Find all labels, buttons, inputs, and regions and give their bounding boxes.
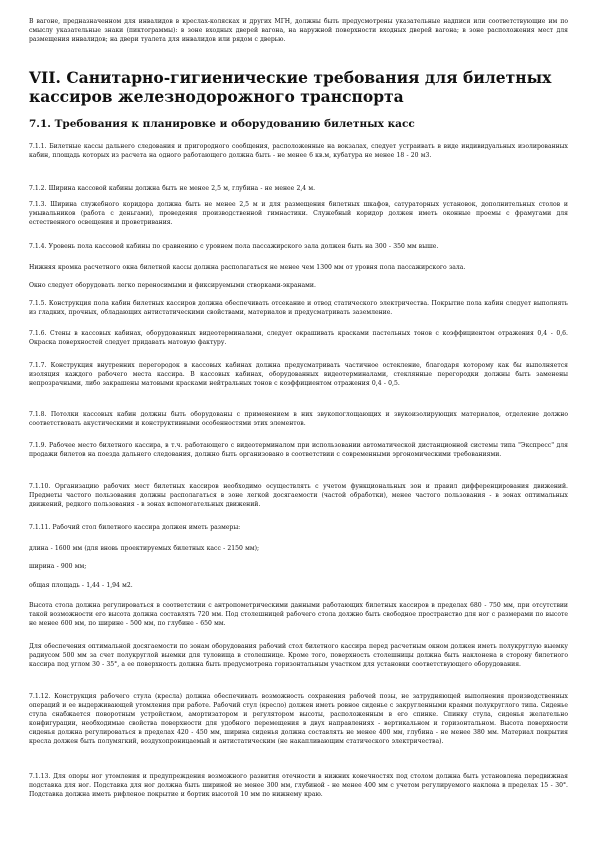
paragraph-7-1-1: 7.1.1. Билетные кассы дальнего следования и пригородного сообщения, расположенные на вокзалах, следует устраивать в виде индивидуальных изолированных кабин, площадь которых из расчета на одного работающего должна быть - не менее 6 кв.м, кубатура не менее 18 - 20 м3. [29,143,568,159]
subsection-title: 7.1. Требования к планировке и оборудованию билетных касс [29,118,415,130]
paragraph-window-screens: Окно следует оборудовать легко переносимыми и фиксируемыми створками-экранами. [29,282,316,289]
paragraph-7-1-12: 7.1.12. Конструкция рабочего стула (кресла) должна обеспечивать возможность сохранения рабочей позы, не затрудняющей выполнения производственных операций и ее выдерживающей утомления при работе. Рабочий стул (кресло) должен иметь ровное сиденье с закругленными краями полукруглого типа. Сиденье стула снабжается поворотным устройством, амортизатором и регулятором высоты, расположенным в его спинке. Спинку стула, сиденья желательно конфигурации, необходимые свойства поверхности для удобного перемещения в двух направлениях - вертикальном и горизонтальном. Высота поверхности сиденья должна регулироваться в пределах 420 - 450 мм, ширина сиденья должна составлять не менее 400 мм, глубина - не менее 380 мм. Материал покрытия кресла должен быть полумягкий, воздухопроницаемый и антистатическим (не накапливающим статического электричества). [29,693,568,745]
paragraph-table-width: ширина - 900 мм; [29,563,87,570]
section-title: VII. Санитарно-гигиенические требования для билетных кассиров железнодорожного транспорта [29,68,552,106]
paragraph-7-1-9: 7.1.9. Рабочее место билетного кассира, в т.ч. работающего с видеотерминалом при использовании автоматической дистанционной системы типа "Экспресс" для продажи билетов на поезда дальнего следования, должно быть организовано в соответствии с современными эргономическими требованиями. [29,442,568,458]
paragraph-7-1-7: 7.1.7. Конструкция внутренних перегородок в кассовых кабинах должна предусматривать частичное остекление, благодаря которому как бы выполняется изоляция каждого рабочего места кассира. В кассовых кабинах, оборудованных видеотерминалами, стеклянные перегородки должны быть заменены непрозрачными, либо закрашены матовыми красками нейтральных тонов с коэффициентом отражения 0,4 - 0,5. [29,362,568,387]
paragraph-7-1-6: 7.1.6. Стены в кассовых кабинах, оборудованных видеотерминалами, следует окрашивать красками пастельных тонов с коэффициентом отражения 0,4 - 0,6. Окраска поверхностей следует придавать матовую фактуру. [29,330,568,346]
paragraph-7-1-11: 7.1.11. Рабочий стол билетного кассира должен иметь размеры: [29,524,241,531]
paragraph-7-1-13: 7.1.13. Для опоры ног утомления и предупреждения возможного развития отечности в нижних конечностях под столом должна быть установлена передвижная подставка для ног. Подставка для ног должна быть шириной не менее 300 мм, глубиной - не менее 400 мм с учетом регулируемого наклона в пределах 15 - 30°. Подставка должна иметь рифленое покрытие и бортик высотой 10 мм по нижнему краю. [29,773,568,798]
paragraph-7-1-4: 7.1.4. Уровень пола кассовой кабины по сравнению с уровнем пола пассажирского зала должен быть на 300 - 350 мм выше. [29,243,439,250]
paragraph-7-1-10: 7.1.10. Организацию рабочих мест билетных кассиров необходимо осуществлять с учетом функциональных зон и правил дифференцирования движений. Предметы частого пользования должны располагаться в зоне легкой досягаемости (частой обработки), менее частого пользования - в зонах оптимальных движений, редкого пользования - в зонах вспомогательных движений. [29,483,568,508]
paragraph-table-area: общая площадь - 1,44 - 1,94 м2. [29,582,133,589]
paragraph-table-recess: Для обеспечения оптимальной досягаемости по зонам оборудования рабочий стол билетного кассира перед расчетным окном должен иметь полукруглую выемку радиусом 500 мм за счет полукруглой выемки для туловища в столешнице. Кроме того, поверхность столешницы должна быть наклонена в сторону билетного кассира под углом 30 - 35°, а ее поверхность должна быть предусмотрена горизонтальным участком для установки соответствующего оборудования. [29,643,568,668]
paragraph-7-1-8: 7.1.8. Потолки кассовых кабин должны быть оборудованы с применением в них звукопоглощающих и звукоизолирующих материалов, отделение должно соответствовать акустическими и конструктивными особенностями этих элементов. [29,411,568,427]
paragraph-7-1-5: 7.1.5. Конструкция пола кабин билетных кассиров должна обеспечивать отсекание и отвод статического электричества. Покрытие пола кабин следует выполнять из гладких, прочных, обладающих антистатическими свойствами, материалов и предусматривать заземление. [29,300,568,316]
intro-paragraph: В вагоне, предназначенном для инвалидов в креслах-колясках и других МГН, должны быть предусмотрены указательные надписи или соответствующие им по смыслу указательные знаки (пиктограммы): в зоне входных дверей вагона, на наружной поверхности входных дверей вагона; в зоне расположения мест для размещения инвалидов; на двери туалета для инвалидов или рядом с дверью. [29,18,568,43]
paragraph-7-1-3: 7.1.3. Ширина служебного коридора должна быть не менее 2,5 м и для размещения билетных шкафов, сатураторных установок, дополнительных столов и умывальников (работа с деньгами), проведения производственной гимнастики. Служебный коридор должен иметь оконные проемы с фрамугами для естественного освещения и проветривания. [29,201,568,226]
paragraph-7-1-2: 7.1.2. Ширина кассовой кабины должна быть не менее 2,5 м, глубина - не менее 2,4 м. [29,185,316,192]
paragraph-table-length: длина - 1600 мм (для вновь проектируемых билетных касс - 2150 мм); [29,545,260,552]
paragraph-window-edge: Нижняя кромка расчетного окна билетной кассы должна располагаться не менее чем 1300 мм от уровня пола пассажирского зала. [29,264,466,271]
paragraph-table-height: Высота стола должна регулироваться в соответствии с антропометрическими данными работающих билетных кассиров в пределах 680 - 750 мм, при отсутствии такой возможности его высота должна составлять 720 мм. Под столешницей рабочего стола должно быть свободное пространство для ног с размерами по высоте не менее 600 мм, по ширине - 500 мм, по глубине - 650 мм. [29,602,568,627]
